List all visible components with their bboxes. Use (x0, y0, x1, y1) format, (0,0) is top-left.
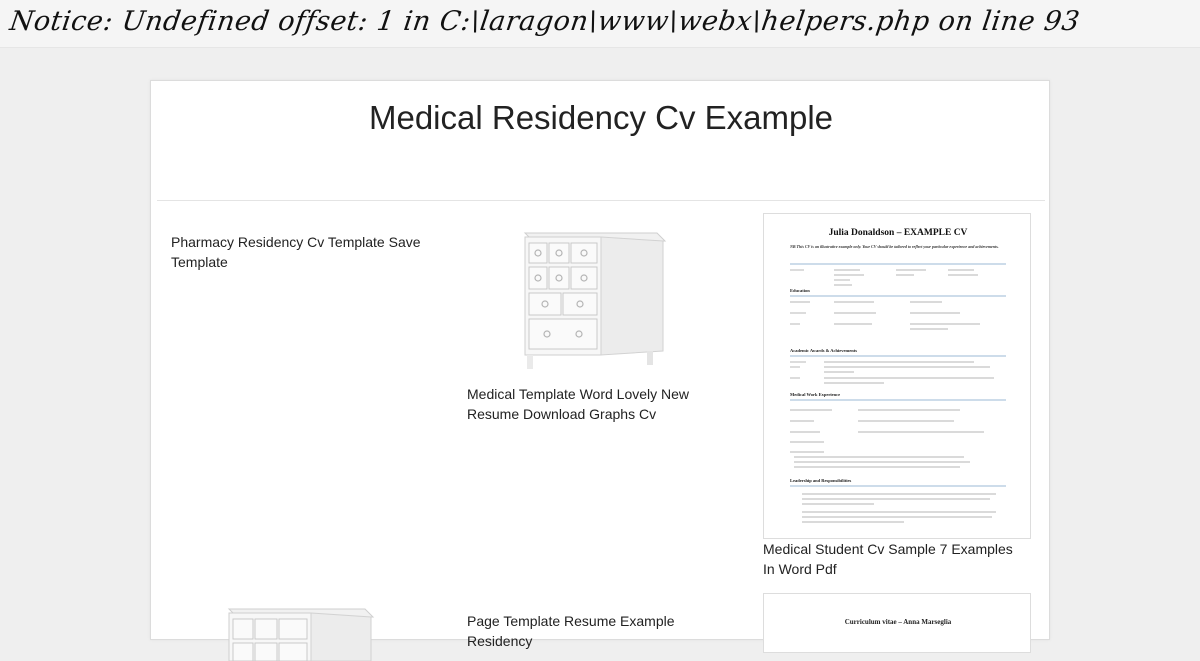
cv-preview-text-lines (764, 214, 1032, 540)
dresser-thumbnail-2[interactable] (221, 601, 381, 661)
title-divider (157, 200, 1045, 201)
item-caption-medical-student[interactable]: Medical Student Cv Sample 7 Examples In Word Pdf (763, 541, 1013, 577)
cv-section-awards: Academic Awards & Achievements (790, 348, 858, 353)
error-notice-bar (0, 0, 1200, 48)
cv-preview-thumbnail-2[interactable] (763, 593, 1031, 653)
cv-section-work: Medical Work Experience (790, 392, 841, 397)
cv-section-education: Education (790, 288, 810, 293)
cv-preview-2-title: Curriculum vitae – Anna Marseglia (844, 618, 952, 626)
cv-preview-thumbnail[interactable] (763, 213, 1031, 539)
item-caption-pharmacy[interactable]: Pharmacy Residency Cv Template Save Template (171, 234, 421, 270)
item-caption-page-template[interactable]: Page Template Resume Example Residency (467, 613, 675, 649)
error-notice-text: Notice: Undefined offset: 1 in C:\laragon\www\webx\helpers.php on line 93 (7, 6, 1082, 37)
cv-section-leadership: Leadership and Responsibilities (790, 478, 852, 483)
item-caption-medical-template[interactable]: Medical Template Word Lovely New Resume Download Graphs Cv (467, 386, 690, 422)
page-title: Medical Residency Cv Example (368, 99, 833, 136)
content-card (150, 80, 1050, 649)
cv-preview-note: NB This CV is an illustrative example only. Your CV should be tailored to reflect your particular experience and achievements. (790, 244, 999, 249)
cv-preview-title: Julia Donaldson – EXAMPLE CV (828, 228, 968, 238)
dresser-thumbnail[interactable] (517, 223, 669, 373)
